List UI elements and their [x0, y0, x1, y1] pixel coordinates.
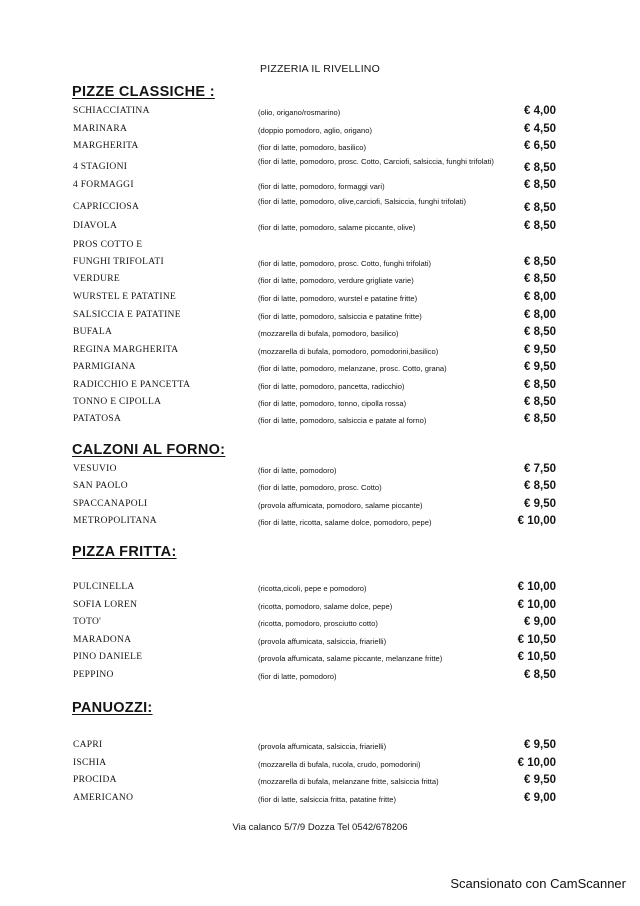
menu-item: [0, 327, 640, 343]
item-description: (fior di latte, pomodoro, olive,carciofi, Salsiccia, funghi trifolati): [258, 197, 467, 206]
item-price: € 8,50: [524, 256, 556, 268]
item-description: (fior di latte, pomodoro, salsiccia e patatine fritte): [258, 312, 422, 321]
item-price: € 8,50: [524, 179, 556, 191]
item-price: € 9,50: [524, 361, 556, 373]
menu-item: [0, 499, 640, 515]
item-name: SCHIACCIATINA: [73, 106, 150, 116]
item-description: (fior di latte, pomodoro, basilico): [258, 143, 367, 152]
scanner-watermark: Scansionato con CamScanner: [450, 876, 626, 891]
item-price: € 8,00: [524, 309, 556, 321]
item-price: € 9,50: [524, 498, 556, 510]
item-price: € 8,50: [524, 379, 556, 391]
item-name: CAPRICCIOSA: [73, 202, 140, 212]
item-name: SAN PAOLO: [73, 481, 128, 491]
menu-item: [0, 397, 640, 413]
section-title: CALZONI AL FORNO:: [72, 442, 226, 458]
item-price: € 8,50: [524, 220, 556, 232]
item-name: CAPRI: [73, 740, 103, 750]
menu-item: [0, 362, 640, 378]
menu-item: [0, 600, 640, 616]
menu-item: [0, 124, 640, 140]
item-name: TONNO E CIPOLLA: [73, 397, 162, 407]
item-description: (fior di latte, ricotta, salame dolce, pomodoro, pepe): [258, 518, 432, 527]
item-name: SOFIA LOREN: [73, 600, 138, 610]
menu-item: [0, 345, 640, 361]
item-price: € 7,50: [524, 463, 556, 475]
item-price: € 9,50: [524, 344, 556, 356]
item-name: SALSICCIA E PATATINE: [73, 310, 181, 320]
item-description: (fior di latte, salsiccia fritta, patatine fritte): [258, 795, 397, 804]
item-name: PROCIDA: [73, 775, 117, 785]
item-name: PATATOSA: [73, 414, 122, 424]
item-name: WURSTEL E PATATINE: [73, 292, 177, 302]
item-name: TOTO': [73, 617, 102, 627]
footer-address: Via calanco 5/7/9 Dozza Tel 0542/678206: [232, 822, 408, 833]
item-name: RADICCHIO E PANCETTA: [73, 380, 191, 390]
menu-item: [0, 740, 640, 756]
item-price: € 4,00: [524, 105, 556, 117]
menu-item: [0, 197, 640, 216]
item-name: BUFALA: [73, 327, 113, 337]
item-description: (fior di latte, pomodoro, formaggi vari): [258, 182, 385, 191]
item-description: (fior di latte, pomodoro): [258, 672, 337, 681]
menu-item: [0, 481, 640, 497]
item-price: € 8,50: [524, 413, 556, 425]
item-description: (provola affumicata, salame piccante, melanzane fritte): [258, 654, 443, 663]
menu-item: [0, 775, 640, 791]
menu-item: [0, 652, 640, 668]
item-price: € 9,50: [524, 739, 556, 751]
item-name: 4 STAGIONI: [73, 162, 128, 172]
menu-item: [0, 292, 640, 308]
menu-item: [0, 414, 640, 430]
item-description: (fior di latte, pomodoro, prosc. Cotto, Carciofi, salsiccia, funghi trifolati): [258, 157, 494, 166]
item-description: (fior di latte, pomodoro, prosc. Cotto): [258, 483, 382, 492]
item-name: PULCINELLA: [73, 582, 135, 592]
menu-item: [0, 380, 640, 396]
menu-item: [0, 274, 640, 290]
section-title: PANUOZZI:: [72, 700, 153, 716]
menu-item: [0, 793, 640, 809]
item-description: (mozzarella di bufala, pomodoro, pomodorini,basilico): [258, 347, 439, 356]
menu-item: [0, 464, 640, 480]
item-price: € 8,00: [524, 291, 556, 303]
menu-item: [0, 221, 640, 237]
item-description: (fior di latte, pomodoro, pancetta, radicchio): [258, 382, 405, 391]
item-description: (fior di latte, pomodoro, melanzane, prosc. Cotto, grana): [258, 364, 447, 373]
item-price: € 9,50: [524, 774, 556, 786]
section-title: PIZZE CLASSICHE :: [72, 84, 215, 100]
menu-item: [0, 670, 640, 686]
item-name: REGINA MARGHERITA: [73, 345, 179, 355]
item-price: € 8,50: [524, 480, 556, 492]
section-title: PIZZA FRITTA:: [72, 544, 177, 560]
menu-item: [0, 617, 640, 633]
menu-title: PIZZERIA IL RIVELLINO: [260, 63, 380, 75]
item-price: € 4,50: [524, 123, 556, 135]
item-price: € 10,00: [517, 515, 556, 527]
item-description: (fior di latte, pomodoro, salame piccante, olive): [258, 223, 416, 232]
item-description: (fior di latte, pomodoro, verdure grigliate varie): [258, 276, 414, 285]
item-name: METROPOLITANA: [73, 516, 157, 526]
item-price: € 10,50: [517, 651, 556, 663]
menu-item: [0, 582, 640, 598]
item-name: ISCHIA: [73, 758, 107, 768]
item-description: (fior di latte, pomodoro, prosc. Cotto, funghi trifolati): [258, 259, 432, 268]
item-description: (mozzarella di bufala, melanzane fritte, salsiccia fritta): [258, 777, 439, 786]
menu-item: [0, 758, 640, 774]
item-name: MARGHERITA: [73, 141, 139, 151]
item-price: € 10,00: [517, 581, 556, 593]
item-price: € 8,50: [524, 202, 556, 214]
item-name: PROS COTTO E: [73, 240, 143, 250]
item-name: MARADONA: [73, 635, 132, 645]
item-price: € 8,50: [524, 162, 556, 174]
item-description: (provola affumicata, salsiccia, friarielli): [258, 637, 387, 646]
menu-item: [0, 240, 640, 256]
menu-item: [0, 516, 640, 532]
item-price: € 9,00: [524, 792, 556, 804]
menu-item: [0, 106, 640, 122]
item-price: € 10,50: [517, 634, 556, 646]
item-name: 4 FORMAGGI: [73, 180, 134, 190]
menu-item: [0, 180, 640, 196]
item-description: (fior di latte, pomodoro, wurstel e patatine fritte): [258, 294, 418, 303]
item-description: (fior di latte, pomodoro, salsiccia e patate al forno): [258, 416, 427, 425]
item-description: (provola affumicata, pomodoro, salame piccante): [258, 501, 423, 510]
item-name: PINO DANIELE: [73, 652, 143, 662]
item-price: € 8,50: [524, 326, 556, 338]
item-price: € 10,00: [517, 599, 556, 611]
item-price: € 9,00: [524, 616, 556, 628]
item-description: (mozzarella di bufala, pomodoro, basilico): [258, 329, 399, 338]
item-name: FUNGHI TRIFOLATI: [73, 257, 164, 267]
item-description: (ricotta,cicoli, pepe e pomodoro): [258, 584, 367, 593]
item-name: PEPPINO: [73, 670, 114, 680]
item-name: VESUVIO: [73, 464, 117, 474]
menu-item: [0, 257, 640, 273]
item-price: € 10,00: [517, 757, 556, 769]
item-name: MARINARA: [73, 124, 128, 134]
item-name: DIAVOLA: [73, 221, 118, 231]
item-description: (fior di latte, pomodoro, tonno, cipolla rossa): [258, 399, 407, 408]
item-description: (doppio pomodoro, aglio, origano): [258, 126, 372, 135]
item-description: (ricotta, pomodoro, salame dolce, pepe): [258, 602, 393, 611]
item-name: VERDURE: [73, 274, 120, 284]
item-description: (fior di latte, pomodoro): [258, 466, 337, 475]
item-description: (mozzarella di bufala, rucola, crudo, pomodorini): [258, 760, 421, 769]
item-name: AMERICANO: [73, 793, 134, 803]
item-name: PARMIGIANA: [73, 362, 136, 372]
menu-item: [0, 157, 640, 176]
menu-item: [0, 310, 640, 326]
item-price: € 6,50: [524, 140, 556, 152]
menu-item: [0, 635, 640, 651]
item-price: € 8,50: [524, 669, 556, 681]
item-price: € 8,50: [524, 396, 556, 408]
item-name: SPACCANAPOLI: [73, 499, 148, 509]
item-description: (provola affumicata, salsiccia, friarielli): [258, 742, 387, 751]
item-description: (olio, origano/rosmarino): [258, 108, 341, 117]
item-description: (ricotta, pomodoro, prosciutto cotto): [258, 619, 378, 628]
menu-item: [0, 141, 640, 157]
item-price: € 8,50: [524, 273, 556, 285]
